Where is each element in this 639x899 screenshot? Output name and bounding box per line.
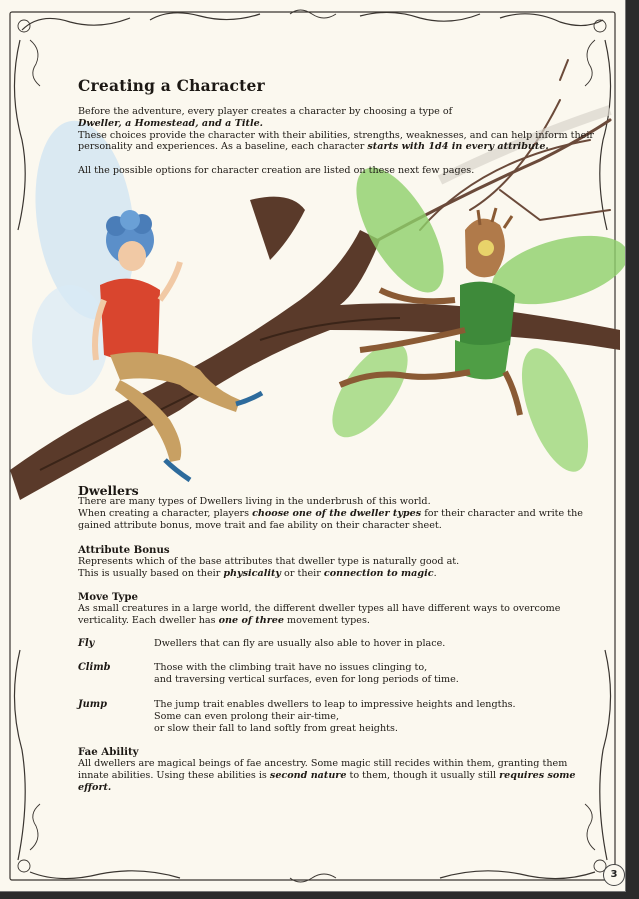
attribute-bonus-emphasis: connection to magic — [323, 567, 434, 579]
dwellers-text: gained attribute bonus, move trait and fae ability on their character sheet. — [78, 519, 442, 531]
dwellers-text: There are many types of Dwellers living in the underbrush of this world. — [78, 496, 431, 507]
fae-ability-emphasis: second nature — [269, 769, 347, 781]
move-item-line: or slow their fall to land softly from great heights. — [154, 722, 398, 734]
move-item-name: Jump — [78, 699, 107, 710]
move-item-line: and traversing vertical surfaces, even for long periods of time. — [154, 673, 459, 685]
move-item-line: Those with the climbing trait have no issues clinging to, — [154, 662, 428, 673]
attribute-bonus-paragraph — [78, 556, 459, 580]
subheading-move-type: Move Type — [78, 591, 139, 603]
move-type-emphasis: one of three — [218, 614, 284, 626]
move-type-text: verticality. Each dweller has — [78, 614, 219, 626]
dwellers-emphasis: choose one of the dweller types — [252, 507, 422, 519]
attribute-bonus-text: or their — [281, 567, 324, 579]
fae-ability-text: innate abilities. Using these abilities is — [78, 769, 270, 781]
move-item-name: Climb — [78, 662, 111, 673]
move-type-text: As small creatures in a large world, the different dweller types all have different ways to overcome — [78, 603, 561, 614]
fae-ability-emphasis: requires some — [499, 769, 576, 781]
intro-text: personality and experiences. As a baseline, each character — [78, 141, 368, 153]
attribute-bonus-text: Represents which of the base attributes that dweller type is naturally good at. — [78, 556, 460, 567]
fae-ability-emphasis: effort. — [78, 781, 112, 793]
section-heading-dwellers: Dwellers — [78, 483, 139, 498]
move-item-description — [154, 699, 516, 734]
move-item-description — [154, 638, 445, 650]
move-item-name: Fly — [78, 638, 95, 649]
move-type-paragraph — [78, 603, 560, 627]
intro-emphasis: starts with 1d4 in every attribute. — [367, 141, 549, 153]
attribute-bonus-text: . — [433, 567, 437, 579]
move-item-line: Dwellers that can fly are usually also able to hover in place. — [154, 638, 446, 649]
fae-ability-text: All dwellers are magical beings of fae ancestry. Some magic still recides within them, granting them — [78, 758, 568, 769]
attribute-bonus-text: This is usually based on their — [78, 567, 224, 579]
move-item-line: Some can even prolong their air-time, — [154, 710, 339, 722]
page-number: 3 — [603, 864, 625, 886]
intro-text: Before the adventure, every player creates a character by choosing a type of — [78, 106, 453, 117]
intro-paragraph-2: All the possible options for character creation are listed on these next few pages. — [78, 165, 475, 176]
fae-ability-text: to them, though it usually still — [346, 769, 500, 781]
fae-ability-paragraph — [78, 758, 576, 793]
attribute-bonus-emphasis: physicality — [223, 567, 281, 579]
move-item-description — [154, 662, 459, 686]
move-type-text: movement types. — [283, 614, 370, 626]
intro-text: These choices provide the character with their abilities, strengths, weaknesses, and can help inform their — [78, 129, 594, 141]
move-item-line: The jump trait enables dwellers to leap to impressive heights and lengths. — [154, 699, 516, 710]
dwellers-text: When creating a character, players — [78, 507, 253, 519]
page-title: Creating a Character — [78, 76, 265, 95]
intro-emphasis: Dweller, a Homestead, and a Title. — [78, 117, 264, 129]
dwellers-text: for their character and write the — [421, 507, 583, 519]
intro-paragraph-1 — [78, 106, 594, 153]
dwellers-paragraph — [78, 496, 583, 531]
subheading-attribute-bonus: Attribute Bonus — [78, 544, 170, 556]
subheading-fae-ability: Fae Ability — [78, 746, 139, 758]
